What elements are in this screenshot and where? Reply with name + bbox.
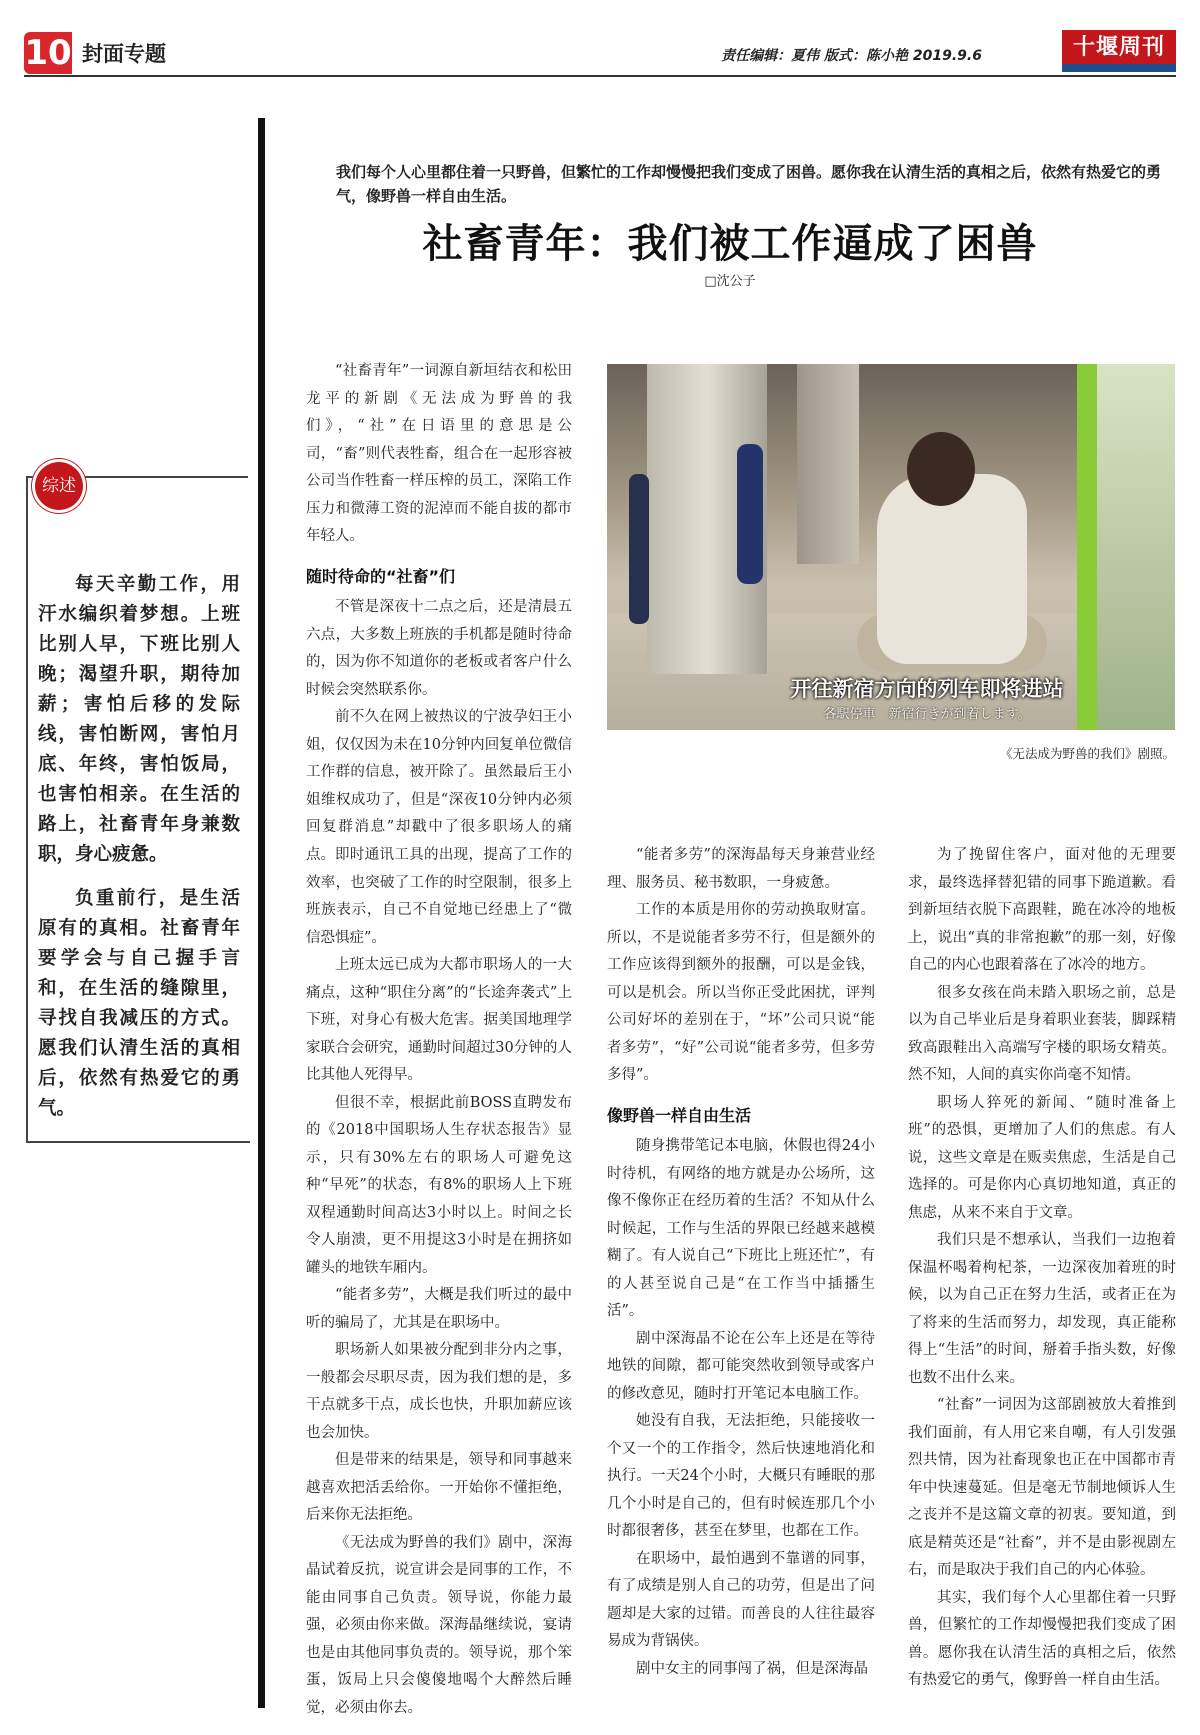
photo-passerby <box>737 444 763 584</box>
body-column-3 <box>908 842 1176 1695</box>
subheading: 像野兽一样自由生活 <box>607 1105 752 1125</box>
body-column-2 <box>607 842 875 1683</box>
body-paragraph: 她没有自我，无法拒绝，只能接收一个又一个的工作指令，然后快速地消化和执行。一天24个小时，大概只有睡眠的那几个小时是自己的，但有时候连那几个小时都很奢侈，甚至在梦里，也都在工作。 <box>607 1413 875 1539</box>
drama-still-photo <box>607 364 1175 730</box>
sidebar-badge: 综述 <box>35 462 83 510</box>
body-paragraph: 但很不幸，根据此前BOSS直聘发布的《2018中国职场人生存状态报告》显示，只有30%左右的职场人可避免这种“早死”的状态，有8%的职场人上下班双程通勤时间高达3小时以上。时间之长令人崩溃，更不用提这3小时是在拥挤如罐头的地铁车厢内。 <box>306 1094 572 1276</box>
body-paragraph: 不管是深夜十二点之后，还是清晨五六点，大多数上班族的手机都是随时待命的，因为你不知道你的老板或者客户什么时候会突然联系你。 <box>306 599 572 698</box>
body-paragraph: 职场新人如果被分配到非分内之事，一般都会尽职尽责，因为我们想的是，多干点就多干点，成长也快，升职加薪应该也会加快。 <box>306 1342 572 1441</box>
body-paragraph: 即时通讯工具的出现，提高了工作的效率，也突破了工作的时空限制，很多上班族表示，自己不自觉地已经患上了“微信恐惧症”。 <box>306 847 572 946</box>
body-paragraph: 我们只是不想承认，当我们一边抱着保温杯喝着枸杞茶，一边深夜加着班的时候，以为自己正在努力生活，或者正在为了将来的生活而努力，却发现，真正能称得上“生活”的时间，掰着手指头数，好像也数不出什么来。 <box>908 1232 1176 1386</box>
article-intro: 我们每个人心里都住着一只野兽，但繁忙的工作却慢慢把我们变成了困兽。愿你我在认清生活的真相之后，依然有热爱它的勇气，像野兽一样自由生活。 <box>336 163 1162 205</box>
body-paragraph: 工作的本质是用你的劳动换取财富。所以，不是说能者多劳不行，但是额外的工作应该得到额外的报酬，可以是金钱，可以是机会。所以当你正受此困扰，评判公司好坏的差别在于，“坏”公司只说“能者多劳”，“好”公司说“能者多劳，但多劳多得”。 <box>607 902 875 1083</box>
brand-strip <box>1062 64 1176 72</box>
body-paragraph: “社畜”一词因为这部剧被放大着推到我们面前，有人用它来自嘲，有人引发强烈共情，因为社畜现象也正在中国都市青年中快速蔓延。但是毫无节制地倾诉人生之丧并不是这篇文章的初衷。要知道，到底是精英还是“社畜”，并不是由影视剧左右，而是取决于我们自己的内心体验。 <box>908 1397 1176 1578</box>
body-paragraph: 剧中深海晶不论在公车上还是在等待地铁的间隙，都可能突然收到领导或客户的修改意见，随时打开笔记本电脑工作。 <box>607 1330 875 1402</box>
sidebar-summary <box>38 570 240 1138</box>
body-paragraph: 为了挽留住客户，面对他的无理要求，最终选择替犯错的同事下跪道歉。看到新垣结衣脱下高跟鞋，跪在冰冷的地板上，说出“真的非常抱歉”的那一刻，好像自己的内心也跟着落在了冰冷的地方。 <box>908 847 1176 973</box>
photo-subtitle-japanese: 各駅停車 新宿行きが到着します。 <box>823 707 1031 722</box>
vertical-divider <box>258 118 265 1708</box>
header-rule <box>24 75 1176 77</box>
body-column-1-top <box>306 358 572 869</box>
article-byline: □沈公子 <box>704 274 756 289</box>
body-paragraph: 剧中女主的同事闯了祸，但是深海晶 <box>636 1660 868 1677</box>
body-paragraph: 职场人猝死的新闻、“随时准备上班”的恐惧，更增加了人们的焦虑。有人说，这些文章是在贩卖焦虑，生活是自己选择的。可是你内心真切地知道，真正的焦虑，从来不来自于文章。 <box>908 1094 1176 1221</box>
section-label: 封面专题 <box>82 42 166 66</box>
body-paragraph: 随身携带笔记本电脑，休假也得24小时待机，有网络的地方就是办公场所，这像不像你正在经历着的生活？不知从什么时候起，工作与生活的界限已经越来越模糊了。有人说自己“下班比上班还忙”，有的人甚至说自己是“在工作当中插播生活”。 <box>607 1138 875 1319</box>
photo-woman-head <box>907 432 975 506</box>
body-paragraph: “能者多劳”，大概是我们听过的最中听的骗局了，尤其是在职场中。 <box>306 1287 572 1331</box>
body-paragraph: “社畜青年”一词源自新垣结衣和松田龙平的新剧《无法成为野兽的我们》，“社”在日语里的意思是公司，“畜”则代表牲畜，组合在一起形容被公司当作牲畜一样压榨的员工，深陷工作压力和微薄工资的泥淖而不能自拔的都市年轻人。 <box>306 363 572 544</box>
brand-logo: 十堰周刊 <box>1062 30 1176 64</box>
body-paragraph: 很多女孩在尚未踏入职场之前，总是以为自己毕业后是身着职业套装，脚踩精致高跟鞋出入高端写字楼的职场女精英。然不知，人间的真实你尚毫不知情。 <box>908 984 1176 1083</box>
body-column-1-bottom <box>306 842 572 1722</box>
body-paragraph: 前不久在网上被热议的宁波孕妇王小姐，仅仅因为未在10分钟内回复单位微信工作群的信息，被开除了。虽然最后王小姐维权成功了，但是“深夜10分钟内必须回复群消息”却戳中了很多职场人的痛点。 <box>306 709 572 863</box>
sidebar-paragraph: 每天辛勤工作，用汗水编织着梦想。上班比别人早，下班比别人晚；渴望升职，期待加薪；害怕后移的发际线，害怕断网，害怕月底、年终，害怕饭局，也害怕相亲。在生活的路上，社畜青年身兼数职，身心疲惫。 <box>38 574 240 865</box>
photo-caption: 《无法成为野兽的我们》剧照。 <box>999 746 1175 761</box>
photo-subtitle-chinese: 开往新宿方向的列车即将进站 <box>790 677 1064 701</box>
page-number: 10 <box>24 33 72 73</box>
sidebar-paragraph: 负重前行，是生活原有的真相。社畜青年要学会与自己握手言和，在生活的缝隙里，寻找自我减压的方式。愿我们认清生活的真相后，依然有热爱它的勇气。 <box>38 888 240 1119</box>
body-paragraph: 但是带来的结果是，领导和同事越来越喜欢把活丢给你。一开始你不懂拒绝，后来你无法拒绝。 <box>306 1452 572 1523</box>
editor-line: 责任编辑：夏伟 版式：陈小艳 2019.9.6 <box>721 48 982 64</box>
subheading: 随时待命的“社畜”们 <box>306 566 456 586</box>
article-title: 社畜青年：我们被工作逼成了困兽 <box>422 220 1038 267</box>
body-paragraph: 在职场中，最怕遇到不靠谱的同事，有了成绩是别人自己的功劳，但是出了问题却是大家的过错。而善良的人往往最容易成为背锅侠。 <box>607 1550 875 1649</box>
body-paragraph: “能者多劳”的深海晶每天身兼营业经理、服务员、秘书数职，一身疲惫。 <box>607 847 875 891</box>
body-paragraph: 《无法成为野兽的我们》剧中，深海晶试着反抗，说宣讲会是同事的工作，不能由同事自己负责。领导说，你能力最强，必须由你来做。深海晶继续说，宴请也是由其他同事负责的。领导说，那个笨蛋，饭局上只会傻傻地喝个大醉然后睡觉，必须由你去。 <box>306 1534 572 1716</box>
photo-passerby <box>629 474 649 624</box>
body-paragraph: 上班太远已成为大都市职场人的一大痛点，这种“职住分离”的“长途奔袭式”上下班，对身心有极大危害。据美国地理学家联合会研究，通勤时间超过30分钟的人比其他人死得早。 <box>306 957 572 1083</box>
photo-pillar <box>797 364 859 564</box>
body-paragraph: 其实，我们每个人心里都住着一只野兽，但繁忙的工作却慢慢把我们变成了困兽。愿你我在认清生活的真相之后，依然有热爱它的勇气，像野兽一样自由生活。 <box>908 1589 1176 1688</box>
